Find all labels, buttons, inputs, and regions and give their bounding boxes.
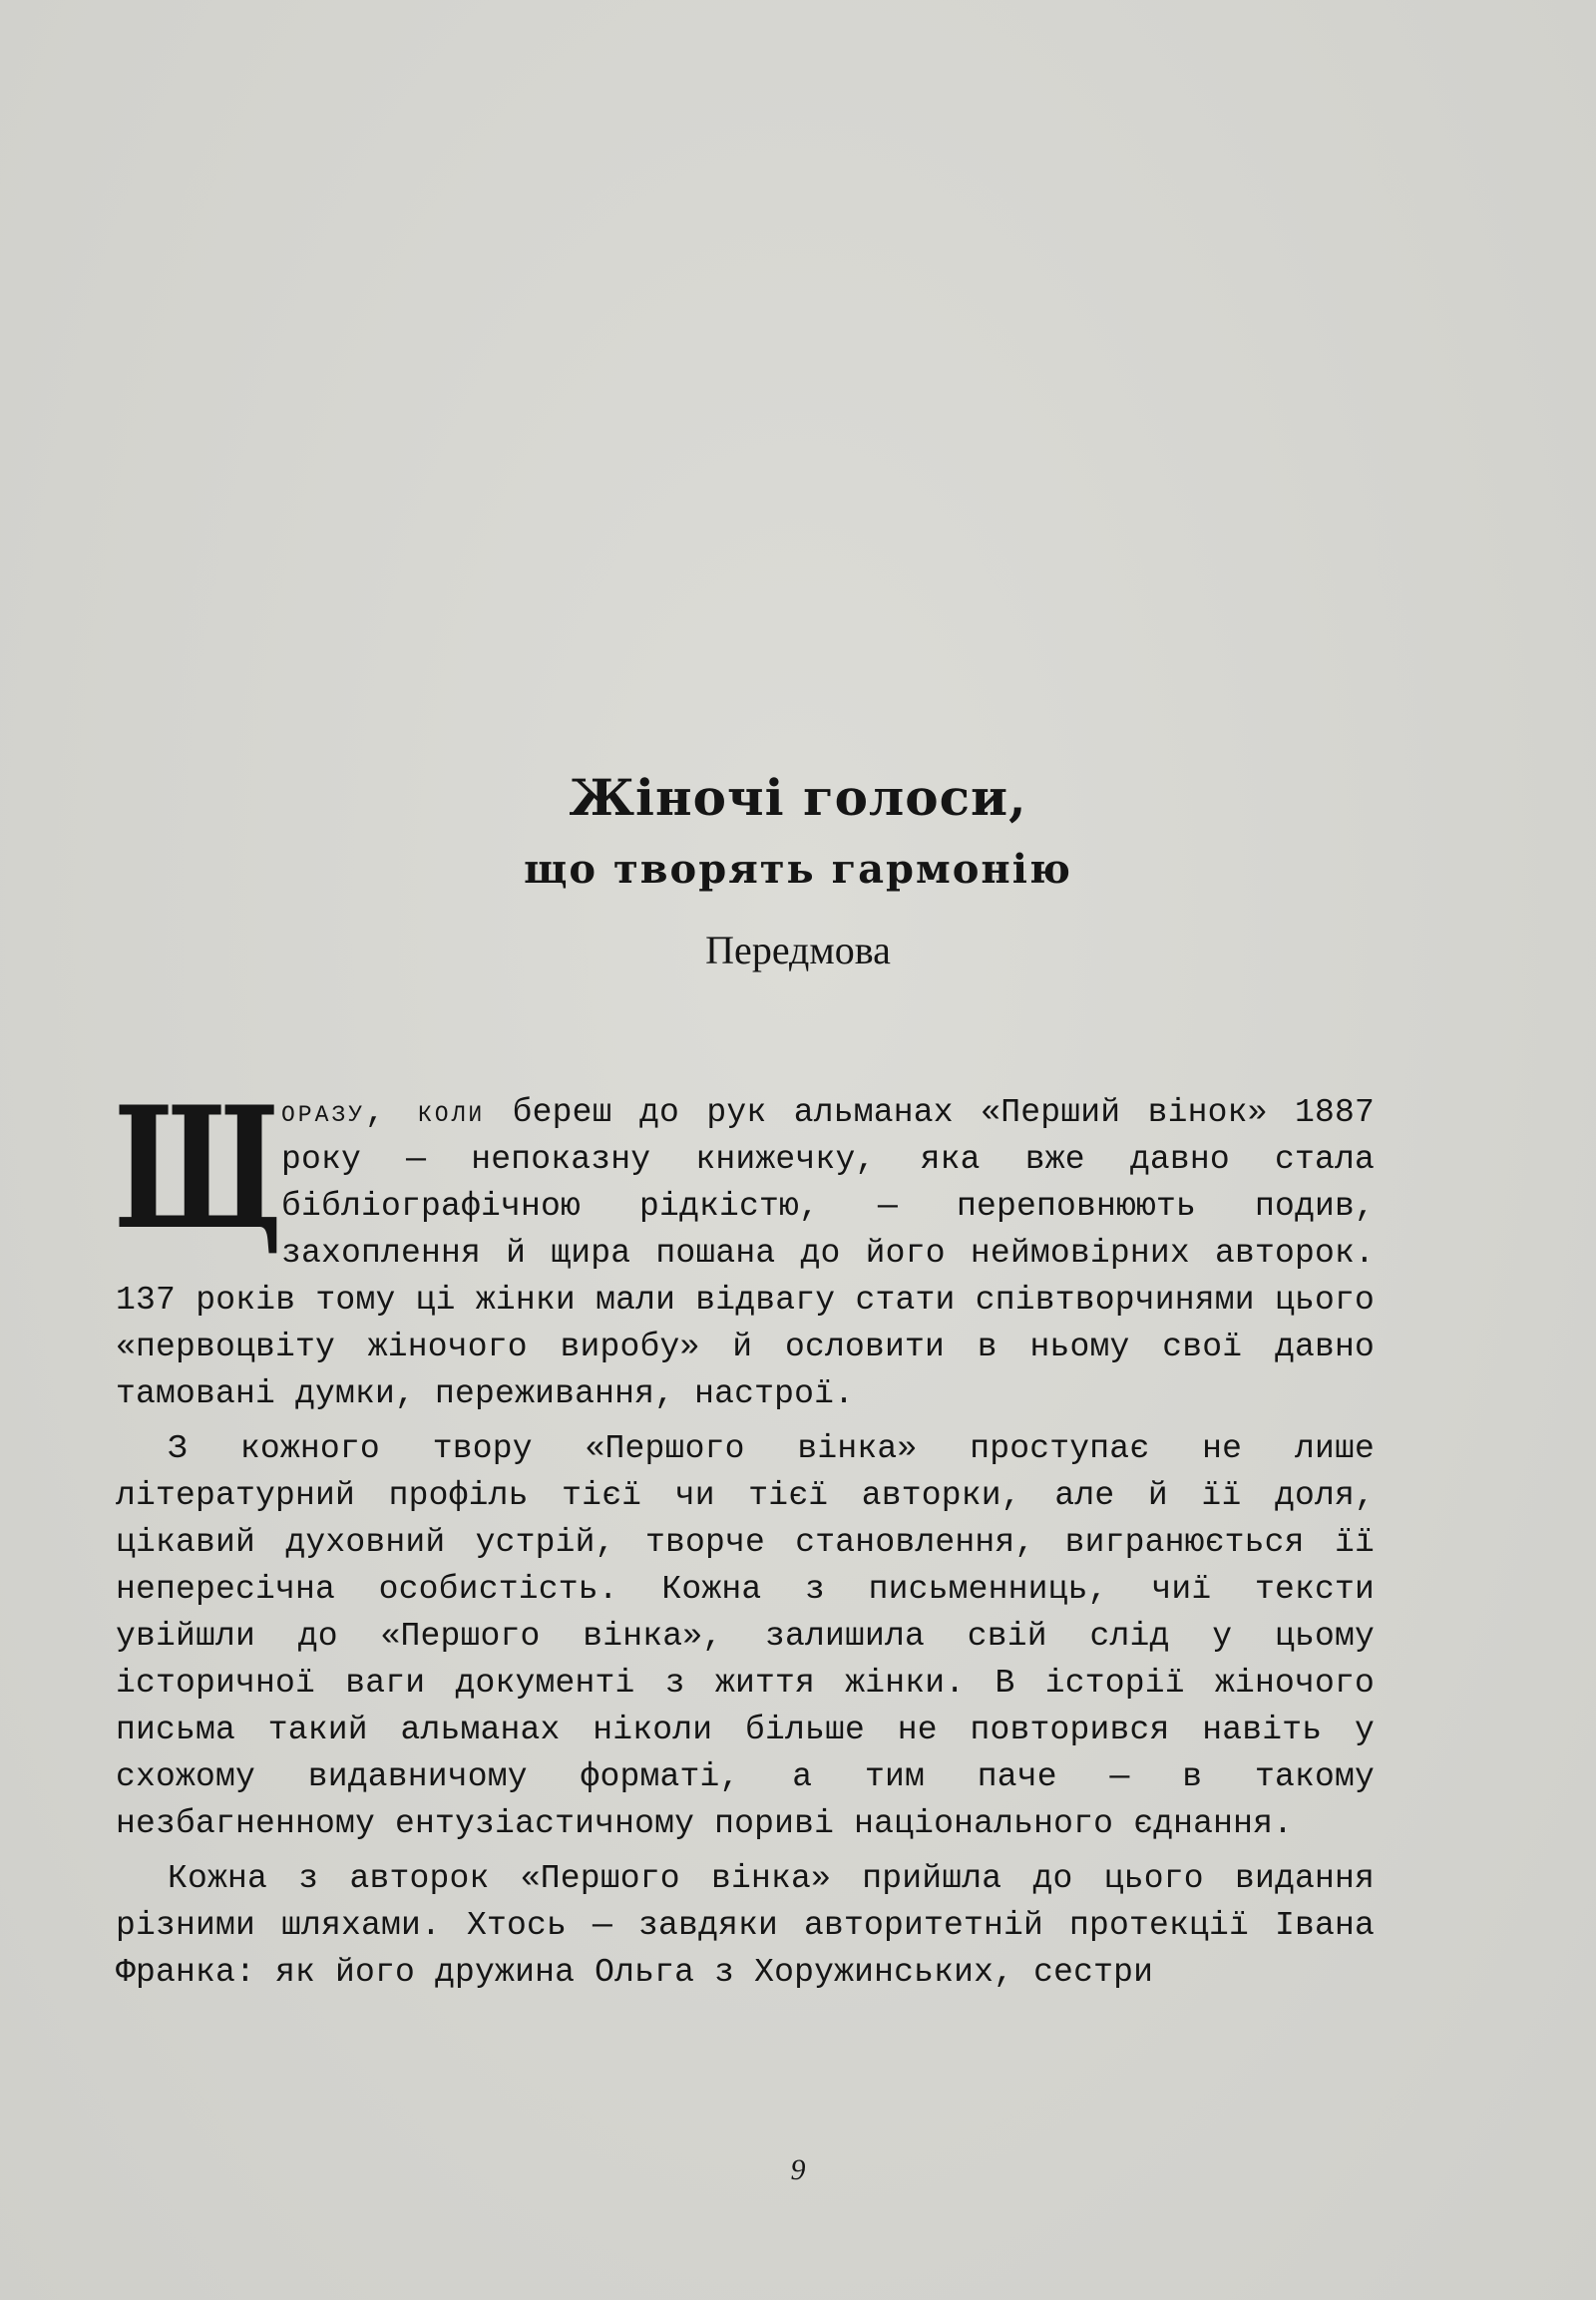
chapter-heading [0, 768, 1596, 975]
paragraph-3: Кожна з авторок «Першого вінка» прийшла до цього видання різними шляхами. Хтось — завдяки авторитетній протекції Івана Франка: як його дружина Ольга з Хоружинських, сестри [116, 1860, 1375, 1991]
paragraph-2: З кожного твору «Першого вінка» проступає не лише літературний профіль тієї чи тієї авторки, але й її доля, цікавий духовний устрій, творче становлення, вигранюється її непересічна особистість. Кожна з письменниць, чиї тексти увійшли до «Першого вінка», залишила свій слід у цьому історичної ваги документі з життя жінки. В історії жіночого письма такий альманах ніколи більше не повторився навіть у схожому видавничому форматі, а тим паче — в такому незбагненному ентузіастичному пориві національного єднання. [116, 1430, 1375, 1842]
paragraph-1-text: береш до рук альманах «Перший вінок» 1887 року — непоказну книжечку, яка вже давно стала бібліографічною рідкістю, — переповнюють подив, захоплення й щира пошана до його неймовірних авторок. 137 років тому ці жінки мали відвагу стати співтворчинями цього «первоцвіту жіночого виробу» й ословити в ньому свої давно тамовані думки, переживання, настрої. [116, 1094, 1376, 1412]
body-text [114, 1069, 1376, 2004]
chapter-title-line-2: що творять гармонію [524, 846, 1072, 893]
chapter-subtitle: Передмова [705, 928, 891, 972]
paragraph-1 [114, 1069, 1376, 1417]
lead-in-smallcaps: оразу, коли [281, 1094, 486, 1131]
chapter-title-line-1: Жіночі голоси, [569, 768, 1027, 827]
page-number: 9 [790, 2153, 806, 2186]
drop-cap: Щ [114, 1069, 283, 1267]
